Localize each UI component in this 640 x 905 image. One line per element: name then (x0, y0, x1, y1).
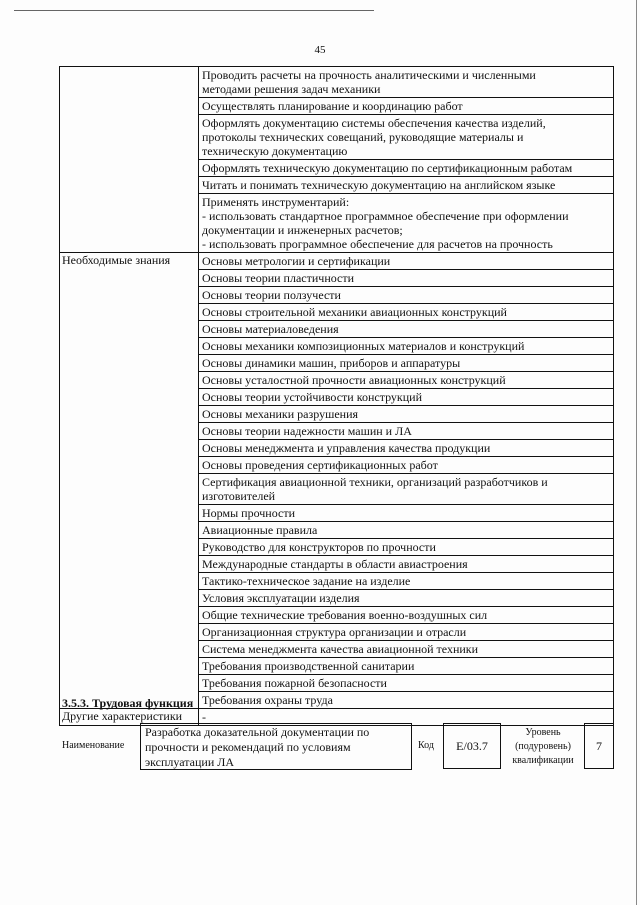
row-item (199, 573, 614, 590)
row-item (199, 607, 614, 624)
item-line: - использовать стандартное программное обеспечение при оформлении (202, 209, 569, 223)
row-item (199, 474, 614, 505)
item-line: Руководство для конструкторов по прочности (202, 540, 436, 554)
level-label-line: (подуровень) (515, 741, 571, 752)
row-item (199, 440, 614, 457)
item-line: протоколы технических совещаний, руководящие материалы и (202, 130, 524, 144)
level-value: 7 (584, 723, 614, 769)
item-line: Нормы прочности (202, 506, 295, 520)
row-item (199, 406, 614, 423)
level-label-line: квалификации (512, 755, 574, 766)
item-line: Основы динамики машин, приборов и аппаратуры (202, 356, 461, 370)
item-line: Оформлять техническую документацию по сертификационным работам (202, 161, 573, 175)
row-item (199, 505, 614, 522)
item-line: Общие технические требования военно-воздушных сил (202, 608, 488, 622)
code-value: E/03.7 (443, 723, 501, 769)
top-rule (14, 10, 374, 11)
level-label-line: Уровень (525, 727, 561, 738)
item-line: Сертификация авиационной техники, организаций разработчиков и (202, 475, 548, 489)
item-line: Основы материаловедения (202, 322, 339, 336)
requirements-table (59, 66, 614, 726)
row-item (199, 389, 614, 406)
row-item (199, 692, 614, 709)
item-line: Основы менеджмента и управления качества продукции (202, 441, 491, 455)
item-line: Проводить расчеты на прочность аналитическими и численными (202, 68, 536, 82)
row-label: Необходимые знания (60, 253, 199, 709)
function-name-line: прочности и рекомендаций по условиям (145, 740, 351, 754)
row-item (199, 321, 614, 338)
table-row (60, 253, 614, 270)
row-item (199, 67, 614, 98)
item-line: - использовать программное обеспечение для расчетов на прочность (202, 237, 553, 251)
row-item (199, 372, 614, 389)
item-line: Авиационные правила (202, 523, 318, 537)
row-item (199, 675, 614, 692)
item-line: Международные стандарты в области авиастроения (202, 557, 468, 571)
item-line: Основы строительной механики авиационных конструкций (202, 305, 507, 319)
row-item (199, 658, 614, 675)
item-line: Осуществлять планирование и координацию работ (202, 99, 463, 113)
row-item (199, 641, 614, 658)
row-item (199, 253, 614, 270)
level-label (506, 726, 580, 768)
item-line: Основы теории устойчивости конструкций (202, 390, 423, 404)
item-line: Основы теории надежности машин и ЛА (202, 424, 412, 438)
code-label: Код (418, 740, 434, 751)
page-number: 45 (314, 44, 326, 56)
row-label (60, 67, 199, 253)
row-item (199, 160, 614, 177)
item-line: Читать и понимать техническую документацию на английском языке (202, 178, 556, 192)
section-heading: 3.5.3. Трудовая функция (62, 696, 194, 710)
item-line: Требования производственной санитарии (202, 659, 415, 673)
row-item (199, 115, 614, 160)
row-item (199, 539, 614, 556)
row-label: Другие характеристики (60, 709, 199, 726)
item-line: техническую документацию (202, 144, 348, 158)
item-line: Основы теории пластичности (202, 271, 355, 285)
row-item (199, 304, 614, 321)
row-item (199, 338, 614, 355)
item-line: - (202, 710, 206, 724)
row-item (199, 556, 614, 573)
row-item (199, 590, 614, 607)
function-name-line: Разработка доказательной документации по (145, 725, 370, 739)
item-line: документации и инженерных расчетов; (202, 223, 403, 237)
item-line: методами решения задач механики (202, 82, 381, 96)
row-item (199, 287, 614, 304)
item-line: изготовителей (202, 489, 276, 503)
item-line: Тактико-техническое задание на изделие (202, 574, 411, 588)
item-line: Основы механики разрушения (202, 407, 359, 421)
row-item (199, 177, 614, 194)
row-item (199, 270, 614, 287)
row-item (199, 194, 614, 253)
item-line: Требования охраны труда (202, 693, 333, 707)
item-line: Оформлять документацию системы обеспечения качества изделий, (202, 116, 546, 130)
function-name-line: эксплуатации ЛА (145, 755, 235, 769)
name-label: Наименование (62, 740, 125, 751)
function-name-box (140, 723, 412, 770)
row-item (199, 522, 614, 539)
table-row (60, 67, 614, 98)
item-line: Организационная структура организации и отрасли (202, 625, 467, 639)
row-item (199, 457, 614, 474)
row-item (199, 98, 614, 115)
row-item (199, 624, 614, 641)
item-line: Основы проведения сертификационных работ (202, 458, 438, 472)
item-line: Система менеджмента качества авиационной техники (202, 642, 479, 656)
item-line: Основы метрологии и сертификации (202, 254, 391, 268)
item-line: Основы механики композиционных материалов и конструкций (202, 339, 525, 353)
item-line: Основы усталостной прочности авиационных конструкций (202, 373, 506, 387)
row-item (199, 355, 614, 372)
row-item (199, 423, 614, 440)
item-line: Условия эксплуатации изделия (202, 591, 360, 605)
item-line: Требования пожарной безопасности (202, 676, 387, 690)
right-edge-rule (636, 0, 637, 905)
item-line: Применять инструментарий: (202, 195, 350, 209)
item-line: Основы теории ползучести (202, 288, 341, 302)
